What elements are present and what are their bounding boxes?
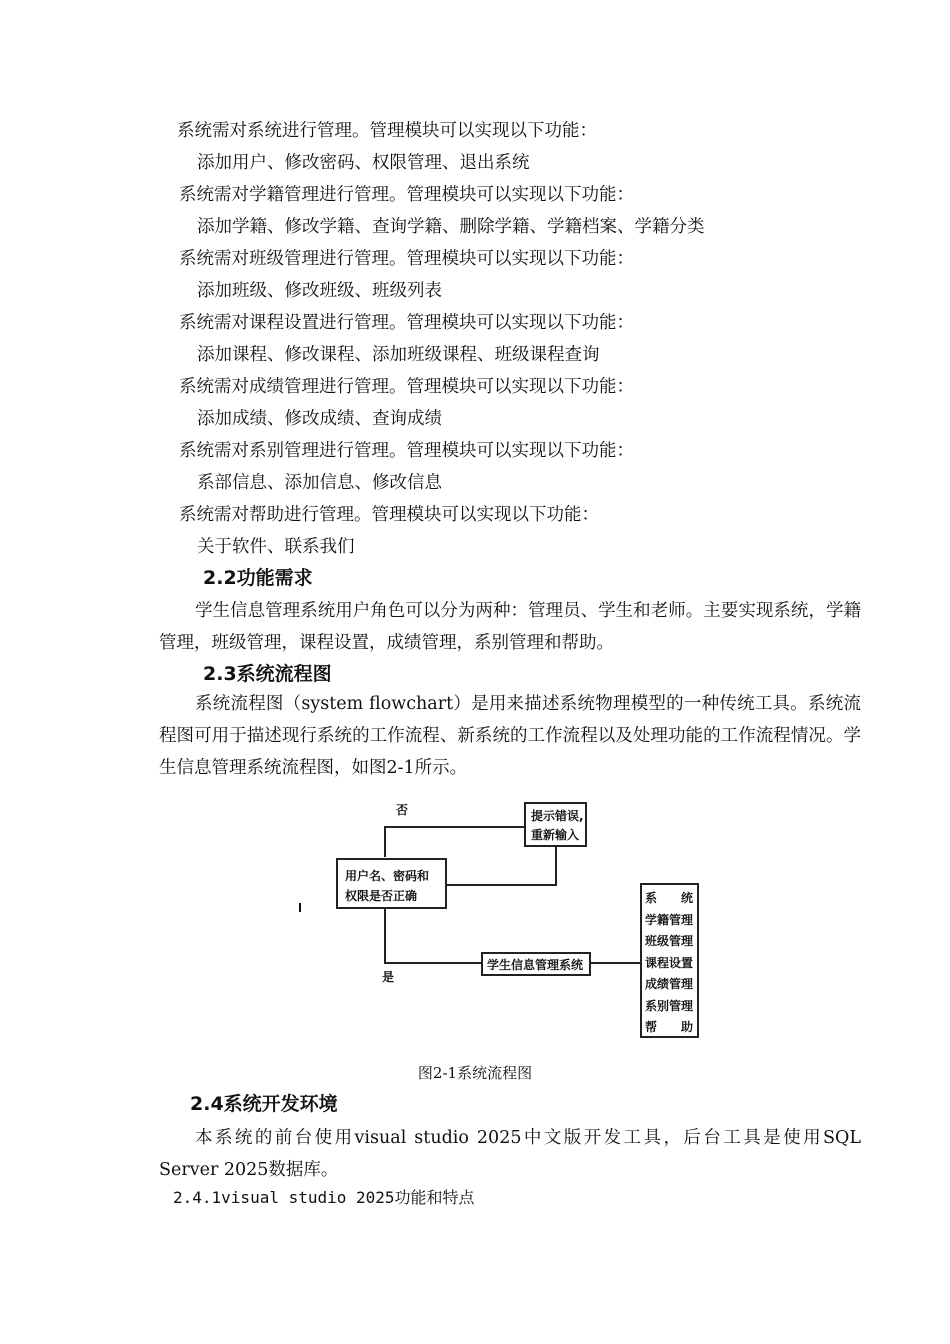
error-box-line: 提示错误, — [531, 809, 584, 823]
requirement-detail: 添加班级、修改班级、班级列表 — [197, 281, 442, 301]
requirement-line: 系统需对学籍管理进行管理。管理模块可以实现以下功能： — [179, 185, 634, 205]
module-item: 成绩管理 — [645, 977, 694, 991]
module-item: 帮 助 — [645, 1020, 694, 1034]
section-heading-2-3: 2.3系统流程图 — [203, 663, 332, 685]
figure-caption: 图2-1系统流程图 — [417, 1064, 533, 1082]
requirement-line: 系统需对班级管理进行管理。管理模块可以实现以下功能： — [179, 249, 634, 269]
section-2-3-paragraph: 系统流程图（system flowchart）是用来描述系统物理模型的一种传统工具。系统流程图可用于描述现行系统的工作流程、新系统的工作流程以及处理功能的工作流程情况。学生信息管理系统流程图，如图2-1所示。 — [159, 694, 861, 778]
section-2-4-paragraph: 本系统的前台使用visual studio 2025中文版开发工具，后台工具是使用SQL Server 2025数据库。 — [159, 1128, 861, 1180]
section-heading-2-4: 2.4系统开发环境 — [190, 1093, 338, 1115]
requirement-detail: 系部信息、添加信息、修改信息 — [197, 473, 442, 493]
module-item: 系 统 — [645, 891, 694, 905]
requirement-line: 系统需对系别管理进行管理。管理模块可以实现以下功能： — [179, 441, 634, 461]
yes-branch-label: 是 — [382, 970, 395, 984]
requirement-line: 系统需对帮助进行管理。管理模块可以实现以下功能： — [179, 505, 599, 525]
connector-line — [384, 907, 386, 963]
connector-line — [384, 826, 386, 857]
section-2-2-paragraph: 学生信息管理系统用户角色可以分为两种：管理员、学生和老师。主要实现系统，学籍管理，班级管理，课程设置，成绩管理，系别管理和帮助。 — [159, 601, 861, 653]
check-box-line: 用户名、密码和 — [345, 869, 430, 883]
module-item: 系别管理 — [645, 998, 694, 1013]
connector-line — [384, 826, 524, 828]
requirement-detail: 添加课程、修改课程、添加班级课程、班级课程查询 — [197, 345, 600, 365]
modules-box — [640, 883, 699, 1038]
section-heading-2-2: 2.2功能需求 — [203, 567, 313, 589]
main-system-box: 学生信息管理系统 — [481, 952, 591, 976]
error-retry-box — [524, 802, 587, 847]
check-box-line: 权限是否正确 — [345, 889, 418, 903]
requirement-detail: 添加学籍、修改学籍、查询学籍、删除学籍、学籍档案、学籍分类 — [197, 217, 705, 237]
connector-line — [555, 845, 557, 886]
requirement-detail: 添加用户、修改密码、权限管理、退出系统 — [197, 153, 530, 173]
connector-line — [446, 884, 557, 886]
requirement-line: 系统需对成绩管理进行管理。管理模块可以实现以下功能： — [179, 377, 634, 397]
error-box-line: 重新输入 — [531, 828, 580, 842]
requirement-detail: 添加成绩、修改成绩、查询成绩 — [197, 409, 442, 429]
requirement-detail: 关于软件、联系我们 — [197, 537, 355, 557]
connector-line — [590, 962, 642, 964]
requirement-line: 系统需对系统进行管理。管理模块可以实现以下功能： — [177, 121, 597, 141]
credential-check-box — [336, 858, 447, 909]
connector-line — [384, 962, 482, 964]
module-item: 学籍管理 — [645, 912, 694, 927]
module-item: 课程设置 — [645, 955, 694, 970]
module-item: 班级管理 — [645, 934, 694, 948]
system-flowchart — [300, 795, 710, 1045]
requirement-line: 系统需对课程设置进行管理。管理模块可以实现以下功能： — [179, 313, 634, 333]
no-branch-label: 否 — [396, 803, 409, 817]
subsection-heading-2-4-1: 2.4.1visual studio 2025功能和特点 — [173, 1188, 475, 1207]
